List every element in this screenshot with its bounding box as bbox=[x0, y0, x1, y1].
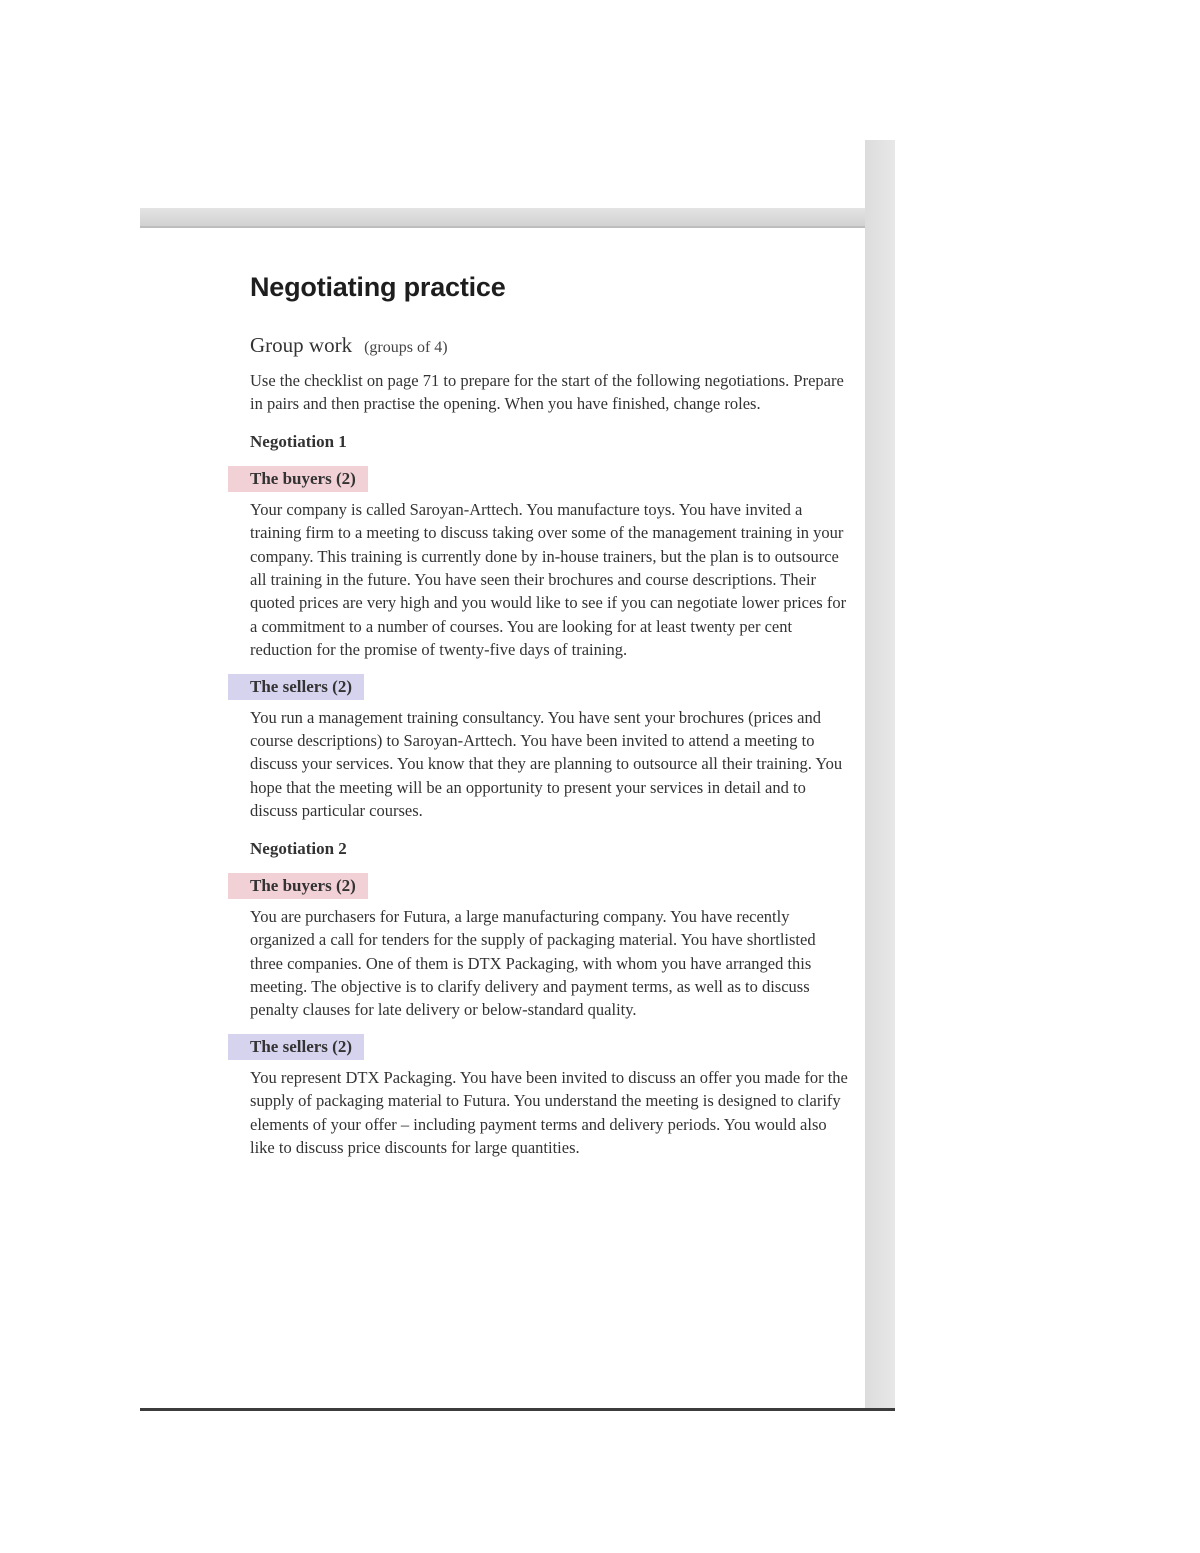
page-shadow-right bbox=[865, 140, 895, 1410]
sellers-block bbox=[250, 668, 850, 823]
page-top-edge bbox=[140, 226, 865, 228]
negotiation-heading: Negotiation 2 bbox=[250, 838, 347, 858]
page-title: Negotiating practice bbox=[250, 272, 506, 302]
sellers-text: You run a management training consultancy. You have sent your brochures (prices and course descriptions) to Saroyan-Arttech. You have been invited to attend a meeting to discuss your services. You know that they are planning to outsource all their training. You hope that the meeting will be an opportunity to present your services in detail and to discuss particular courses. bbox=[250, 707, 843, 821]
buyers-label: The buyers (2) bbox=[228, 873, 368, 899]
sellers-block bbox=[250, 1028, 850, 1160]
buyers-block bbox=[250, 867, 850, 1022]
page-bottom-edge bbox=[140, 1408, 895, 1411]
buyers-text: You are purchasers for Futura, a large manufacturing company. You have recently organized a call for tenders for the supply of packaging material. You have shortlisted three companies. One of them is DTX Packaging, with whom you have arranged this meeting. The objective is to clarify delivery and payment terms, as well as to discuss penalty clauses for late delivery or below-standard quality. bbox=[250, 906, 816, 1020]
negotiation-heading: Negotiation 1 bbox=[250, 431, 347, 451]
section-note: (groups of 4) bbox=[364, 339, 448, 356]
sellers-label: The sellers (2) bbox=[228, 674, 364, 700]
sellers-text: You represent DTX Packaging. You have been invited to discuss an offer you made for the supply of packaging material to Futura. You understand the meeting is designed to clarify elements of your offer – including payment terms and delivery periods. You would also like to discuss price discounts for large quantities. bbox=[250, 1067, 848, 1157]
section-heading: Group work bbox=[250, 333, 353, 357]
section-heading-row bbox=[250, 330, 850, 363]
buyers-label: The buyers (2) bbox=[228, 466, 368, 492]
buyers-text: Your company is called Saroyan-Arttech. You manufacture toys. You have invited a training firm to a meeting to discuss taking over some of the management training in your company. This training is currently done by in-house trainers, but the plan is to outsource all training in the future. You have seen their brochures and course descriptions. Their quoted prices are very high and you would like to see if you can negotiate lower prices for a commitment to a number of courses. You are looking for at least twenty per cent reduction for the promise of twenty-five days of training. bbox=[250, 499, 847, 660]
buyers-block bbox=[250, 460, 850, 662]
negotiation-1 bbox=[250, 430, 850, 823]
sellers-label: The sellers (2) bbox=[228, 1034, 364, 1060]
intro-paragraph: Use the checklist on page 71 to prepare for the start of the following negotiations. Prepare in pairs and then practise the opening. When you have finished, change roles. bbox=[250, 371, 844, 414]
negotiation-2 bbox=[250, 837, 850, 1160]
page-content bbox=[250, 330, 850, 1159]
page-shadow-top bbox=[140, 208, 865, 226]
